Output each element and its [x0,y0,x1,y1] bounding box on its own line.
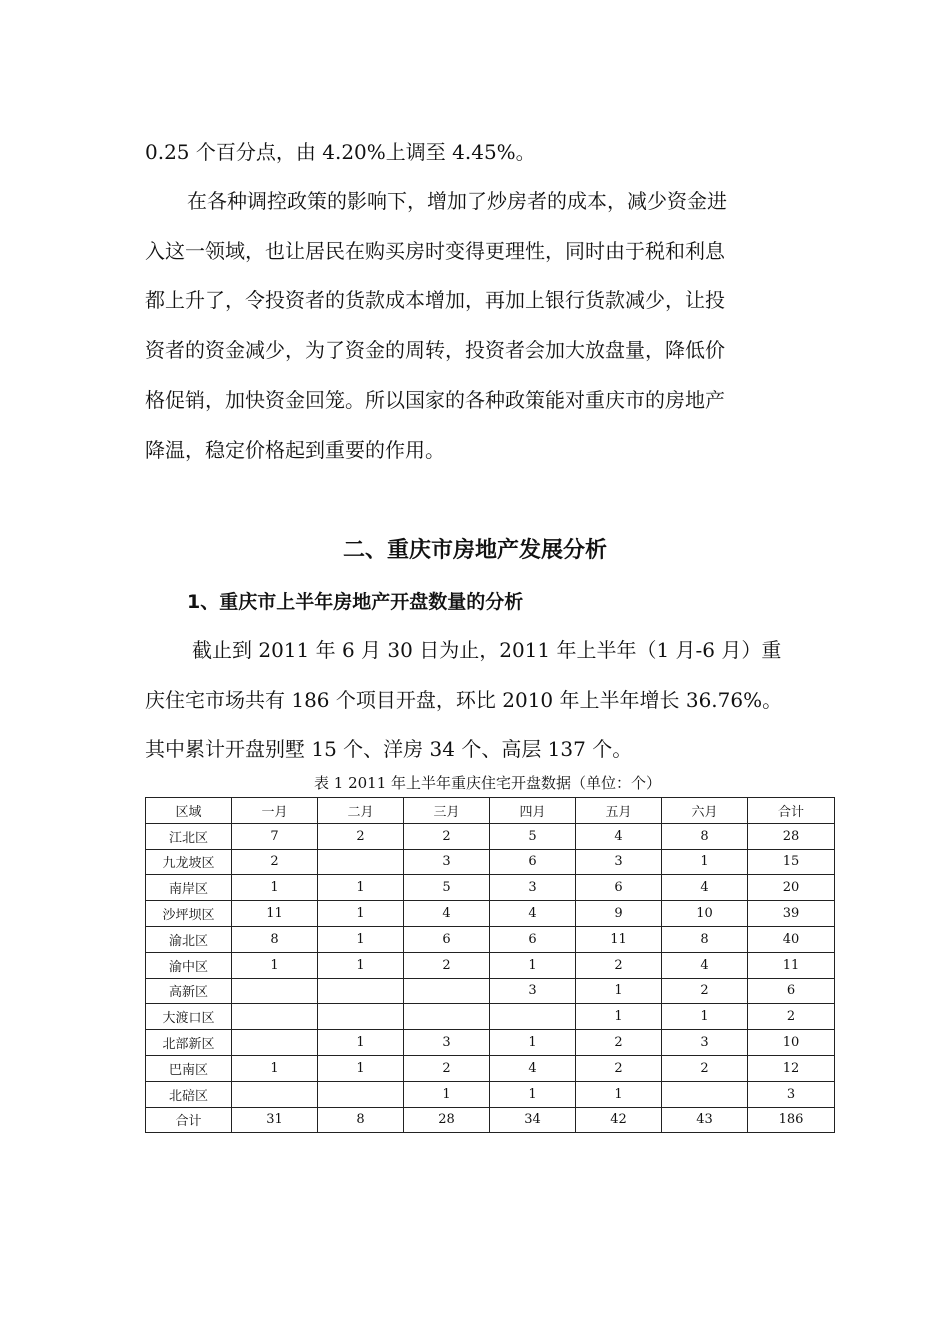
table-cell: 2 [318,823,404,849]
table-cell: 4 [576,823,662,849]
table-row [146,875,835,901]
table-header-row [146,798,835,824]
table-cell: 10 [748,1030,835,1056]
table-cell: 8 [318,1107,404,1133]
table-cell: 1 [576,978,662,1004]
table-cell [232,1030,318,1056]
table-cell: 2 [662,978,748,1004]
table-region-cell: 渝北区 [146,926,232,952]
table-cell: 6 [490,926,576,952]
table-region-cell: 高新区 [146,978,232,1004]
table-row [146,1030,835,1056]
table-cell: 5 [490,823,576,849]
table-cell: 1 [318,875,404,901]
table-cell [404,1004,490,1030]
paragraph-line: 入这一领域，也让居民在购买房时变得更理性，同时由于税和利息 [145,239,725,263]
table-cell: 3 [662,1030,748,1056]
section-subtitle: 1、重庆市上半年房地产开盘数量的分析 [187,591,524,613]
table-cell: 2 [748,1004,835,1030]
paragraph-line: 都上升了，令投资者的货款成本增加，再加上银行货款减少，让投 [145,288,725,312]
table-cell: 34 [490,1107,576,1133]
table-total-row [146,1107,835,1133]
table-row [146,901,835,927]
table-row [146,926,835,952]
table-cell: 2 [404,1055,490,1081]
table-cell: 42 [576,1107,662,1133]
table-cell: 4 [662,952,748,978]
table-cell: 186 [748,1107,835,1133]
table-cell [232,978,318,1004]
table-cell: 28 [748,823,835,849]
table-cell: 1 [318,1030,404,1056]
table-row [146,849,835,875]
paragraph-line: 截止到 2011 年 6 月 30 日为止，2011 年上半年（1 月-6 月）重 [192,638,782,662]
table-region-cell: 江北区 [146,823,232,849]
table-cell: 9 [576,901,662,927]
paragraph-line: 在各种调控政策的影响下，增加了炒房者的成本，减少资金进 [187,189,727,213]
paragraph-line: 格促销，加快资金回笼。所以国家的各种政策能对重庆市的房地产 [145,388,725,412]
table-cell: 1 [490,1081,576,1107]
table-cell: 3 [404,1030,490,1056]
table-region-cell: 九龙坡区 [146,849,232,875]
table-cell [318,1081,404,1107]
table-header-cell: 区域 [146,798,232,824]
table-cell [662,1081,748,1107]
table-header-cell: 二月 [318,798,404,824]
table-cell [232,1004,318,1030]
table-cell: 20 [748,875,835,901]
table-cell: 6 [490,849,576,875]
table-row [146,823,835,849]
section-title: 二、重庆市房地产发展分析 [342,538,607,563]
table-cell [318,1004,404,1030]
paragraph-line: 资者的资金减少，为了资金的周转，投资者会加大放盘量，降低价 [145,338,725,362]
table-cell: 12 [748,1055,835,1081]
table-cell: 39 [748,901,835,927]
table-cell: 11 [576,926,662,952]
table-cell: 3 [576,849,662,875]
data-table [145,797,835,1133]
table-cell: 1 [404,1081,490,1107]
table-region-cell: 南岸区 [146,875,232,901]
table-cell: 1 [318,952,404,978]
table-cell: 8 [662,926,748,952]
table-row [146,1081,835,1107]
table-cell: 6 [576,875,662,901]
table-cell: 2 [404,823,490,849]
table-cell: 1 [232,875,318,901]
table-cell: 11 [232,901,318,927]
table-row [146,978,835,1004]
table-cell: 31 [232,1107,318,1133]
table-cell: 1 [576,1004,662,1030]
table-cell: 6 [404,926,490,952]
table-cell: 2 [576,1030,662,1056]
table-cell: 15 [748,849,835,875]
table-header-cell: 五月 [576,798,662,824]
table-cell: 3 [490,875,576,901]
table-cell [404,978,490,1004]
table-cell: 4 [662,875,748,901]
table-cell: 2 [576,1055,662,1081]
table-header-cell: 六月 [662,798,748,824]
table-cell: 40 [748,926,835,952]
table-cell [318,978,404,1004]
table-region-cell: 合计 [146,1107,232,1133]
table-cell: 8 [232,926,318,952]
table-cell [318,849,404,875]
paragraph-line: 其中累计开盘别墅 15 个、洋房 34 个、高层 137 个。 [145,737,633,761]
table-cell: 4 [490,901,576,927]
table-row [146,1055,835,1081]
paragraph-line: 庆住宅市场共有 186 个项目开盘，环比 2010 年上半年增长 36.76%。 [145,688,783,712]
table-region-cell: 沙坪坝区 [146,901,232,927]
paragraph-line: 降温，稳定价格起到重要的作用。 [145,438,445,462]
table-cell: 1 [232,952,318,978]
table-header-cell: 三月 [404,798,490,824]
table-row [146,952,835,978]
table-cell: 3 [748,1081,835,1107]
table-cell: 2 [232,849,318,875]
table-cell: 1 [318,901,404,927]
table-cell: 8 [662,823,748,849]
table-cell: 5 [404,875,490,901]
table-cell: 6 [748,978,835,1004]
table-header-cell: 合计 [748,798,835,824]
table-cell: 1 [662,849,748,875]
table-cell: 1 [232,1055,318,1081]
table-cell: 1 [662,1004,748,1030]
table-row [146,1004,835,1030]
table-cell: 4 [490,1055,576,1081]
table-cell: 2 [662,1055,748,1081]
table-cell: 2 [576,952,662,978]
paragraph-line: 0.25 个百分点，由 4.20%上调至 4.45%。 [145,140,536,164]
table-cell: 1 [318,1055,404,1081]
table-caption: 表 1 2011 年上半年重庆住宅开盘数据（单位：个） [313,774,662,792]
table-cell: 11 [748,952,835,978]
table-cell: 4 [404,901,490,927]
table-region-cell: 渝中区 [146,952,232,978]
table-cell: 43 [662,1107,748,1133]
table-cell [232,1081,318,1107]
table-cell: 28 [404,1107,490,1133]
table-cell: 3 [404,849,490,875]
table-header-cell: 一月 [232,798,318,824]
table-cell: 1 [490,1030,576,1056]
table-region-cell: 大渡口区 [146,1004,232,1030]
table-cell: 1 [490,952,576,978]
table-cell [490,1004,576,1030]
table-cell: 10 [662,901,748,927]
table-cell: 3 [490,978,576,1004]
table-region-cell: 北碚区 [146,1081,232,1107]
table-cell: 1 [576,1081,662,1107]
table-region-cell: 巴南区 [146,1055,232,1081]
table-cell: 2 [404,952,490,978]
table-cell: 1 [318,926,404,952]
table-cell: 7 [232,823,318,849]
table-header-cell: 四月 [490,798,576,824]
table-region-cell: 北部新区 [146,1030,232,1056]
